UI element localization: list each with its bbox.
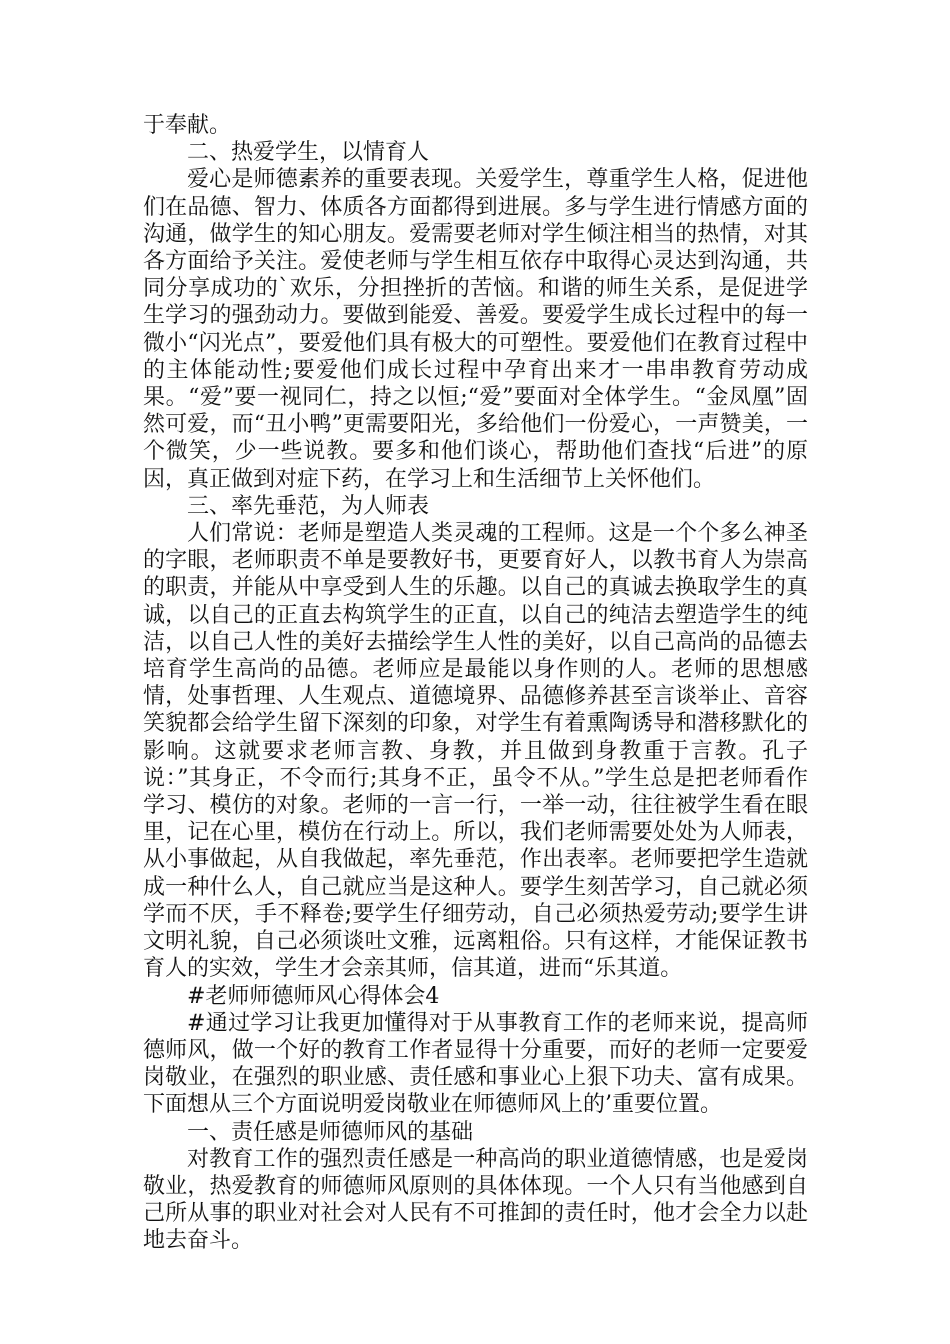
section-heading-love-students: 二、热爱学生，以情育人 [187, 140, 430, 166]
section-heading-role-model: 三、率先垂范，为人师表 [187, 493, 430, 519]
paragraph-role-model: 人们常说：老师是塑造人类灵魂的工程师。这是一个个多么神圣的字眼，老师职责不单是要教好书，更要育好人，以教书育人为崇高的职责，并能从中享受到人生的乐趣。以自己的真诚去换取学生的真诚，以自己的正直去构筑学生的正直，以自己的纯洁去塑造学生的纯洁，以自己人性的美好去描绘学生人性的美好，以自己高尚的品德去培育学生高尚的品德。老师应是最能以身作则的人。老师的思想感情，处事哲理、人生观点、道德境界、品德修养甚至言谈举止、音容笑貌都会给学生留下深刻的印象，对学生有着熏陶诱导和潜移默化的影响。这就要求老师言教、身教，并且做到身教重于言教。孔子说：”其身正，不令而行;其身不正，虽令不从。”学生总是把老师看作学习、模仿的对象。老师的一言一行，一举一动，往往被学生看在眼里，记在心里，模仿在行动上。所以，我们老师需要处处为人师表，从小事做起，从自我做起，率先垂范，作出表率。老师要把学生造就成一种什么人，自己就应当是这种人。要学生刻苦学习，自己就必须学而不厌，手不释卷;要学生仔细劳动，自己必须热爱劳动;要学生讲文明礼貌，自己必须谈吐文雅，远离粗俗。只有这样，才能保证教书育人的实效，学生才会亲其师，信其道，进而“乐其道。 [143, 521, 808, 982]
document-page [143, 112, 808, 1255]
paragraph-continuation: 于奉献。 [143, 113, 232, 138]
essay-title-4: #老师师德师风心得体会4 [187, 983, 440, 1009]
section-heading-responsibility: 一、责任感是师德师风的基础 [187, 1119, 474, 1145]
paragraph-intro-essay-4: #通过学习让我更加懂得对于从事教育工作的老师来说，提高师德师风，做一个好的教育工作者显得十分重要，而好的老师一定要爱岗敬业，在强烈的职业感、责任感和事业心上狠下功夫、富有成果。下面想从三个方面说明爱岗敬业在师德师风上的’重要位置。 [143, 1010, 808, 1118]
paragraph-responsibility: 对教育工作的强烈责任感是一种高尚的职业道德情感，也是爱岗敬业，热爱教育的师德师风原则的具体体现。一个人只有当他感到自己所从事的职业对社会对人民有不可推卸的责任时，他才会全力以赴地去奋斗。 [143, 1146, 808, 1254]
paragraph-love-students: 爱心是师德素养的重要表现。关爱学生，尊重学生人格，促进他们在品德、智力、体质各方面都得到进展。多与学生进行情感方面的沟通，做学生的知心朋友。爱需要老师对学生倾注相当的热情，对其各方面给予关注。爱使老师与学生相互依存中取得心灵达到沟通，共同分享成功的`欢乐，分担挫折的苦恼。和谐的师生关系，是促进学生学习的强劲动力。要做到能爱、善爱。要爱学生成长过程中的每一微小“闪光点”，要爱他们具有极大的可塑性。要爱他们在教育过程中的主体能动性;要爱他们成长过程中孕育出来才一串串教育劳动成果。“爱”要一视同仁，持之以恒;“爱”要面对全体学生。“金凤凰”固然可爱，而“丑小鸭”更需要阳光，多给他们一份爱心，一声赞美，一个微笑，少一些说教。要多和他们谈心，帮助他们查找“后进”的原因，真正做到对症下药，在学习上和生活细节上关怀他们。 [143, 167, 808, 492]
